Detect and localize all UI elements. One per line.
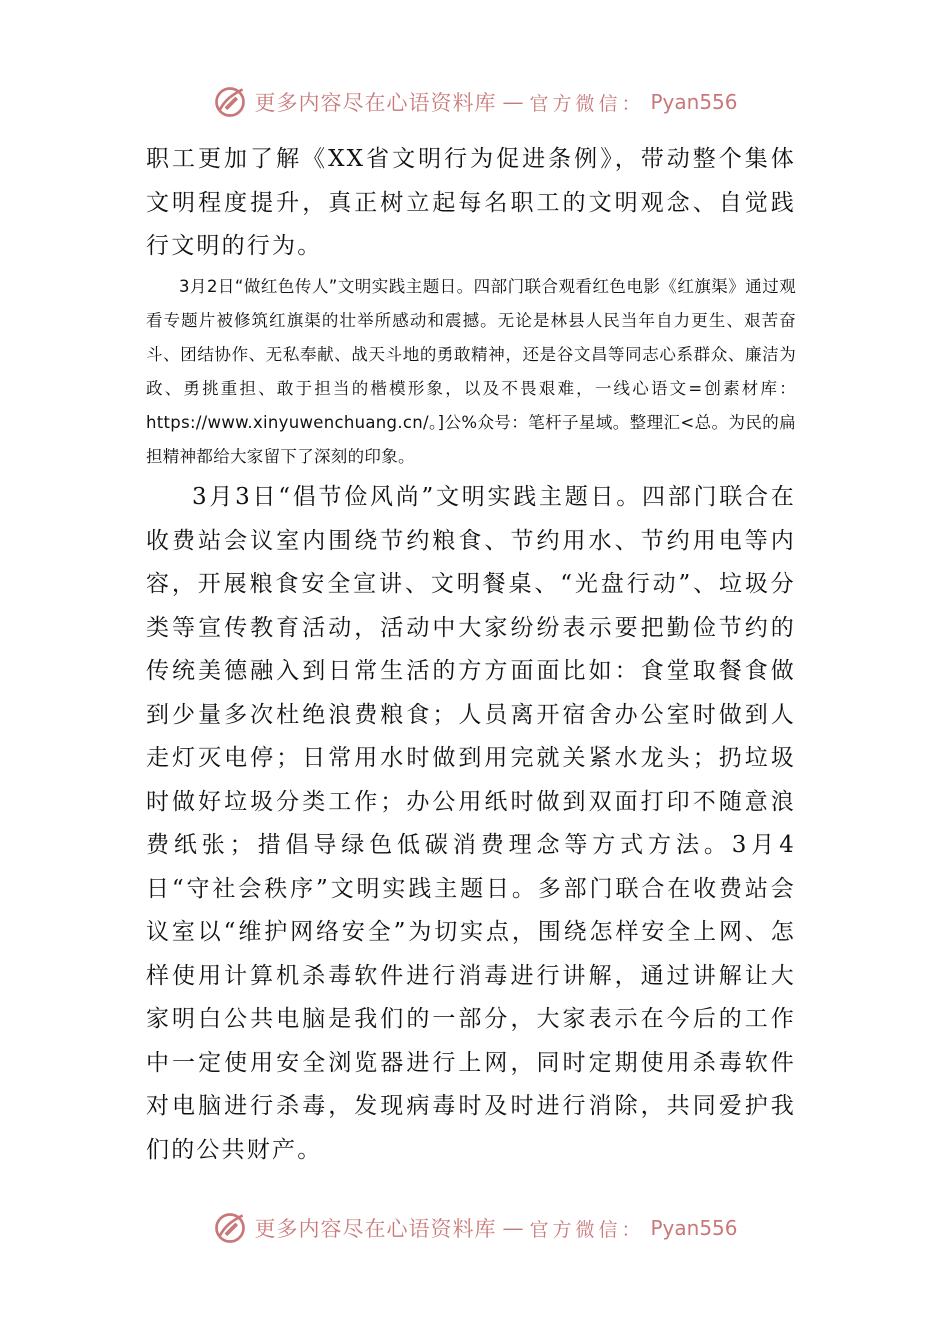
- watermark-sub-text: 官方微信：: [529, 92, 645, 115]
- pen-swirl-logo-icon: [212, 1210, 248, 1246]
- paragraph-2-container: [146, 270, 796, 474]
- pen-swirl-logo-icon: [212, 84, 248, 120]
- paragraph-1-container: [146, 138, 796, 269]
- watermark-sub-text: 官方微信：: [529, 1218, 645, 1241]
- watermark-dash: —: [502, 90, 524, 114]
- watermark-dash: —: [502, 1216, 524, 1240]
- footer-watermark: [0, 1210, 950, 1246]
- paragraph-3-container: [146, 476, 796, 1172]
- watermark-main-text: 更多内容尽在心语资料库: [254, 91, 497, 115]
- header-watermark: [0, 84, 950, 120]
- watermark-wechat-id: Pyan556: [650, 90, 738, 114]
- paragraph-2: 3月2日“做红色传人”文明实践主题日。四部门联合观看红色电影《红旗渠》通过观看专题片被修筑红旗渠的壮举所感动和震撼。无论是林县人民当年自力更生、艰苦奋斗、团结协作、无私奉献、战天斗地的勇敢精神，还是谷文昌等同志心系群众、廉洁为政、勇挑重担、敢于担当的楷模形象，以及不畏艰难，一线心语文=创素材库：https://www.xinyuwenchuang.cn/。]公%众号：笔杆子星域。整理汇<总。为民的扁担精神都给大家留下了深刻的印象。: [146, 277, 796, 466]
- watermark-main-text: 更多内容尽在心语资料库: [254, 1217, 497, 1241]
- paragraph-1: 职工更加了解《XX省文明行为促进条例》，带动整个集体文明程度提升，真正树立起每名职工的文明观念、自觉践行文明的行为。: [146, 146, 796, 259]
- paragraph-3: 3月3日“倡节俭风尚”文明实践主题日。四部门联合在收费站会议室内围绕节约粮食、节约用水、节约用电等内容，开展粮食安全宣讲、文明餐桌、“光盘行动”、垃圾分类等宣传教育活动，活动中大家纷纷表示要把勤俭节约的传统美德融入到日常生活的方方面面比如：食堂取餐食做到少量多次杜绝浪费粮食；人员离开宿舍办公室时做到人走灯灭电停；日常用水时做到用完就关紧水龙头；扔垃圾时做好垃圾分类工作；办公用纸时做到双面打印不随意浪费纸张；措倡导绿色低碳消费理念等方式方法。3月4日“守社会秩序”文明实践主题日。多部门联合在收费站会议室以“维护网络安全”为切实点，围绕怎样安全上网、怎样使用计算机杀毒软件进行消毒进行讲解，通过讲解让大家明白公共电脑是我们的一部分，大家表示在今后的工作中一定使用安全浏览器进行上网，同时定期使用杀毒软件对电脑进行杀毒，发现病毒时及时进行消除，共同爱护我们的公共财产。: [146, 484, 796, 1163]
- watermark-wechat-id: Pyan556: [650, 1216, 738, 1240]
